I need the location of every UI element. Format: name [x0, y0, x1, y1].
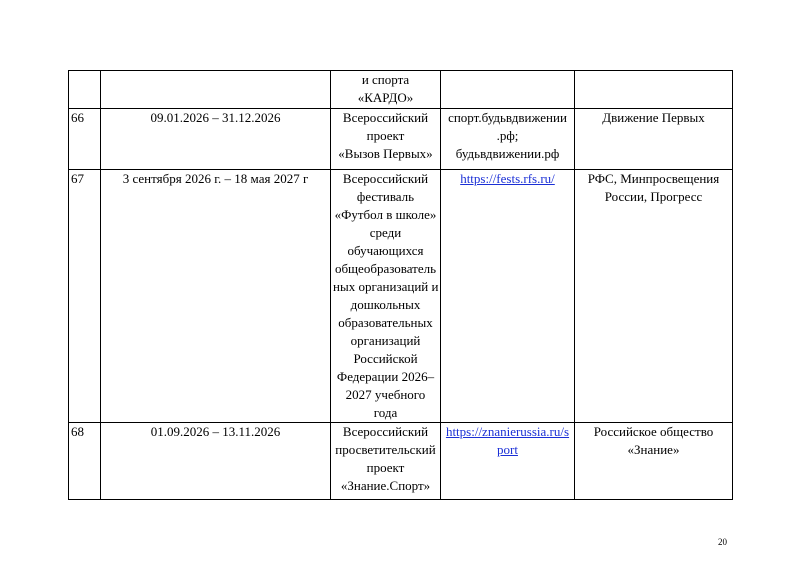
event-name-line: просветительский — [335, 442, 436, 457]
event-link-line: .рф; — [496, 128, 519, 143]
event-organizer-line: Движение Первых — [602, 110, 705, 125]
page-number: 20 — [718, 537, 727, 547]
event-name — [331, 109, 441, 170]
row-number: 66 — [69, 109, 101, 170]
event-name-line: образовательных — [338, 315, 433, 330]
event-name-line: «КАРДО» — [357, 90, 414, 105]
event-link — [441, 71, 575, 109]
event-link-url[interactable]: https://znanierussia.ru/s — [445, 424, 570, 439]
event-dates: 09.01.2026 – 31.12.2026 — [101, 109, 331, 170]
row-number: 68 — [69, 423, 101, 500]
event-link — [441, 170, 575, 423]
event-name-line: среди — [369, 225, 402, 240]
event-organizer — [575, 170, 733, 423]
event-name — [331, 71, 441, 109]
event-dates: 01.09.2026 – 13.11.2026 — [101, 423, 331, 500]
event-organizer-line: «Знание» — [627, 442, 680, 457]
event-name-line: Российской — [353, 351, 418, 366]
row-number: 67 — [69, 170, 101, 423]
event-name — [331, 423, 441, 500]
table-row — [69, 170, 733, 423]
event-link-url[interactable]: port — [497, 442, 518, 457]
event-organizer-line: Российское общество — [593, 424, 714, 439]
event-link-url[interactable]: https://fests.rfs.ru/ — [460, 171, 555, 186]
event-organizer — [575, 109, 733, 170]
event-name-line: организаций — [350, 333, 421, 348]
event-name-line: фестиваль — [356, 189, 415, 204]
event-name-line: Всероссийский — [342, 110, 429, 125]
table-row — [69, 109, 733, 170]
event-name-line: общеобразователь — [334, 261, 437, 276]
event-name-line: Федерации 2026– — [336, 369, 435, 384]
event-organizer-line: России, Прогресс — [604, 189, 703, 204]
event-name-line: «Знание.Спорт» — [340, 478, 431, 493]
table-row — [69, 71, 733, 109]
event-dates: 3 сентября 2026 г. – 18 мая 2027 г — [101, 170, 331, 423]
event-name-line: дошкольных — [350, 297, 421, 312]
event-link-line: спорт.будьвдвижении — [448, 110, 567, 125]
event-name-line: обучающихся — [347, 243, 424, 258]
event-name-line: 2027 учебного — [345, 387, 426, 402]
event-name — [331, 170, 441, 423]
event-organizer-line: РФС, Минпросвещения — [587, 171, 720, 186]
event-name-line: «Футбол в школе» — [334, 207, 437, 222]
event-name-line: Всероссийский — [342, 171, 429, 186]
event-name-line: «Вызов Первых» — [338, 146, 433, 161]
event-name-line: ных организаций и — [333, 279, 439, 294]
row-number — [69, 71, 101, 109]
event-name-line: проект — [366, 460, 405, 475]
events-table — [68, 70, 733, 500]
event-link-line: будьвдвижении.рф — [455, 146, 560, 161]
event-dates — [101, 71, 331, 109]
event-name-line: и спорта — [361, 72, 410, 87]
event-link — [441, 109, 575, 170]
event-name-line: года — [373, 405, 398, 420]
event-organizer — [575, 423, 733, 500]
event-link — [441, 423, 575, 500]
event-organizer — [575, 71, 733, 109]
event-name-line: Всероссийский — [342, 424, 429, 439]
event-name-line: проект — [366, 128, 405, 143]
table-row — [69, 423, 733, 500]
